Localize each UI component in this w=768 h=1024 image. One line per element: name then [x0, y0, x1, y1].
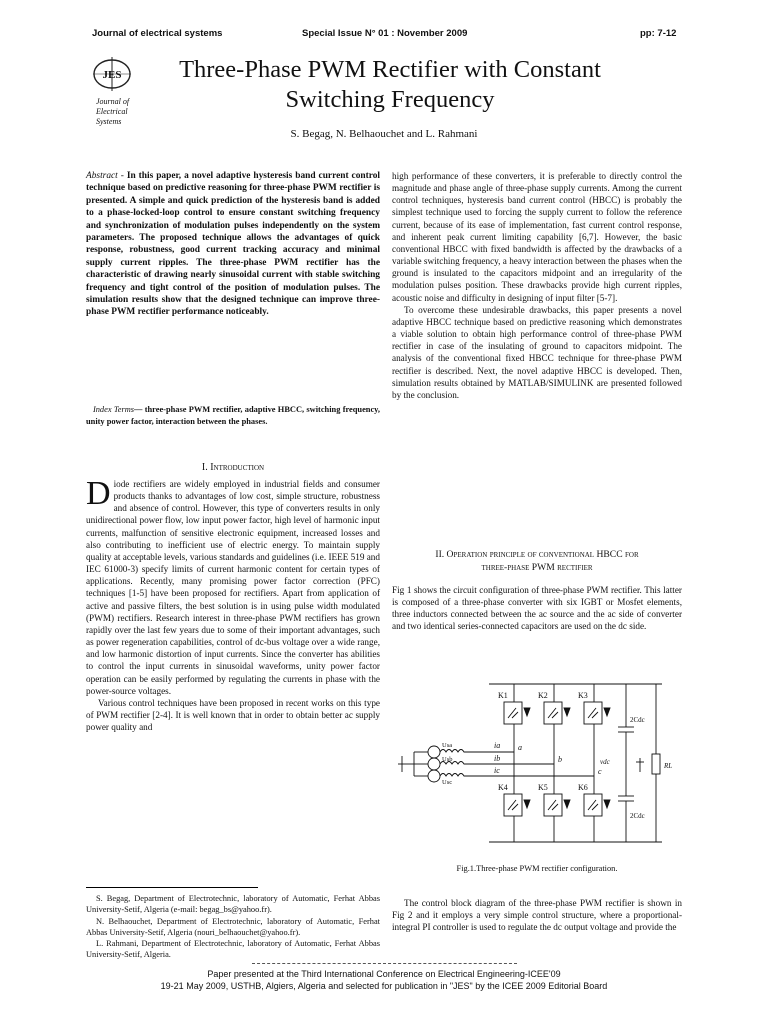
svg-text:K6: K6: [578, 783, 588, 792]
switch-upper-2: [544, 702, 570, 724]
svg-text:K2: K2: [538, 691, 548, 700]
section-2-paragraph: Fig 1 shows the circuit configuration of three-phase PWM rectifier. This latter is composed of a three-phase converter with six IGBT or Mosfet elements, three inductors connected between the ac source and the ac side of converter and two identical series-connected capacitors are used on the dc side.: [392, 585, 682, 632]
abstract-label: Abstract -: [86, 171, 124, 181]
svg-text:K1: K1: [498, 691, 508, 700]
switch-lower-3: [584, 794, 610, 816]
svg-text:b: b: [558, 755, 562, 764]
switch-upper-1: [504, 702, 530, 724]
svg-text:Usb: Usb: [442, 756, 453, 763]
section-2-heading: [392, 548, 682, 574]
section-1-title: Introduction: [210, 462, 265, 473]
abstract: [86, 170, 380, 319]
right-paragraph-2: To overcome these undesirable drawbacks, this paper presents a novel adaptive HBCC technique based on predictive reasoning which demonstrates a viable solution to obtain high performance control of three-phase PWM rectifier in case of the insulating of ground to capacitors midpoint. The analysis of the conventional fixed HBCC technique for three-phase PWM rectifier is described. Next, the novel adaptive HBCC is developed. Then, simulation results obtained by MATLAB/SIMULINK are presented followed by the conclusion.: [392, 304, 682, 400]
introduction-body: [86, 475, 380, 733]
svg-text:ia: ia: [494, 741, 501, 750]
section-1-num: I.: [201, 462, 208, 473]
svg-text:ib: ib: [494, 754, 501, 763]
section-1-heading: [86, 462, 380, 473]
switch-lower-1: [504, 794, 530, 816]
svg-text:vdc: vdc: [600, 758, 610, 766]
section-2-line1: II. Operation principle of conventional HBCC for: [435, 549, 639, 560]
svg-text:K3: K3: [578, 691, 588, 700]
intro-paragraph-2: Various control techniques have been proposed in recent works on this type of PWM rectifier [2-4]. It is well known that in order to obtain better ac supply power quality and: [86, 697, 380, 733]
svg-text:ic: ic: [494, 766, 500, 775]
svg-text:2Cdc: 2Cdc: [630, 812, 645, 820]
svg-text:Usa: Usa: [442, 742, 453, 749]
right-paragraph-1: high performance of these converters, it is preferable to directly control the magnitude and phase angle of three-phase supply currents. Among the current control techniques, hysteresis band current control (HBCC) is probably the simplest technique used to forcing the supply current to follow the reference current, because of its ease of implementation, fast current control response, and inherent peak current limiting capability [6,7]. However, the basic conventional HBCC with fixed bandwidth is affected by the drawbacks of a variable switching frequency, a heavy interaction between the phases when the ground is insulated to the capacitors midpoint and an irregularity of the modulation pulses position. These drawbacks provide high current ripples, acoustic noise and difficulty in designing of input filter [5-7].: [392, 171, 682, 303]
index-terms-label: Index Terms: [92, 405, 135, 414]
title-line1: Three-Phase PWM Rectifier with Constant: [179, 56, 601, 83]
title-line2: Switching Frequency: [285, 86, 495, 113]
svg-text:c: c: [598, 767, 602, 776]
right-column-bottom: The control block diagram of the three-phase PWM rectifier is shown in Fig 2 and it employs a very simple control structure, where a proportional-integral PI controller is used to regulate the dc output voltage and provide the: [392, 898, 682, 933]
section-2-line2: three-phase PWM rectifier: [481, 562, 593, 573]
logo-acronym: JES: [102, 69, 122, 81]
drop-cap: D: [86, 475, 111, 512]
logo-line3: Systems: [96, 117, 122, 126]
authors: S. Begag, N. Belhaouchet and L. Rahmani: [290, 128, 478, 140]
svg-text:K4: K4: [498, 783, 508, 792]
figure-1-caption: Fig.1.Three-phase PWM rectifier configuration.: [456, 864, 618, 873]
index-terms: [86, 404, 380, 427]
footnote-rule: [86, 887, 258, 888]
svg-text:Usc: Usc: [442, 779, 453, 786]
footer-line1: Paper presented at the Third International Conference on Electrical Engineering-ICEE'09: [207, 969, 561, 979]
switch-lower-2: [544, 794, 570, 816]
footnote-2: N. Belhaouchet, Department of Electrotechnic, laboratory of Automatic, Ferhat Abbas University-Setif, Algeria (nouri_belhaouchet@yahoo.fr).: [86, 916, 380, 937]
svg-text:2Cdc: 2Cdc: [630, 716, 645, 724]
logo-line2: Electrical: [96, 107, 128, 116]
footnote-1: S. Begag, Department of Electrotechnic, laboratory of Automatic, Ferhat Abbas University-Setif, Algeria (e-mail: begag_bs@yahoo.fr).: [86, 894, 380, 915]
footer-divider: [252, 963, 517, 964]
intro-paragraph-1: iode rectifiers are widely employed in industrial fields and consumer products thanks to advantages of low cost, simple structure, robustness and absence of control. However, this type of converters results in only unidirectional power flow, low input power factor, high level of harmonic input currents, malfunction of sensitive electronic equipment, increased losses and also contributing to inefficient use of electric energy. To maintain supply quality at acceptable levels, various standards and guidelines (i.e. IEEE 519 and IEC 61000-3) specify limits of current harmonic content for certain types of applications. Recently, many promising power factor correction (PFC) techniques [1-5] have been proposed for rectifiers. Apart from application of active and passive filters, the best solution is in using pulse width modulated (PWM) rectifiers. Research interest in three-phase PWM rectifiers has grown rapidly over the last few years due to some of their important advantages, such as power regeneration capabilities, control of dc-bus voltage over a wide range, and low harmonic distortion of input currents. Since the converter has abilities to control the input currents in sinusoidal waveforms, unity power factor operation can be easily performed by regulating the currents in phase with the power-source voltages.: [86, 479, 380, 696]
svg-text:a: a: [518, 743, 522, 752]
index-terms-text: — three-phase PWM rectifier, adaptive HBCC, switching frequency, unity power factor, interaction between the phases.: [86, 405, 380, 426]
page-footer: [0, 969, 768, 992]
journal-logo: [92, 56, 144, 136]
abstract-text: In this paper, a novel adaptive hysteresis band current control technique based on predictive reasoning for three-phase PWM rectifier is presented. A simple and quick prediction of the hysteresis band is added to a phase-locked-loop control to ensure constant switching frequency and synchronization of modulation pulses independently on the system parameters. The proposed technique allows the advantages of quick response, robustness, good current tracking accuracy and minimal supply current ripples. The three-phase PWM rectifier has the characteristic of drawing nearly sinusoidal current with stable switching frequency and tight control of the position of modulation pulses. The simulation results show that the designed technique can improve three-phase PWM rectifier performance noticeably.: [86, 171, 380, 318]
svg-text:K5: K5: [538, 783, 548, 792]
footer-line2: 19-21 May 2009, USTHB, Algiers, Algeria and selected for publication in "JES" by the ICEE 2009 Editorial Board: [160, 980, 608, 991]
rectifier-circuit-figure: [394, 672, 684, 850]
issue-info: Special Issue N° 01 : November 2009: [302, 28, 468, 39]
svg-text:RL: RL: [664, 762, 673, 770]
switch-upper-3: [584, 702, 610, 724]
logo-line1: Journal of: [96, 97, 130, 106]
paper-title: [140, 55, 640, 115]
footnotes: [86, 893, 380, 961]
page-range: pp: 7-12: [640, 28, 677, 39]
footnote-3: L. Rahmani, Department of Electrotechnic, laboratory of Automatic, Ferhat Abbas University-Setif, Algeria.: [86, 939, 380, 960]
right-column-top: [392, 170, 682, 401]
journal-name: Journal of electrical systems: [92, 28, 223, 39]
